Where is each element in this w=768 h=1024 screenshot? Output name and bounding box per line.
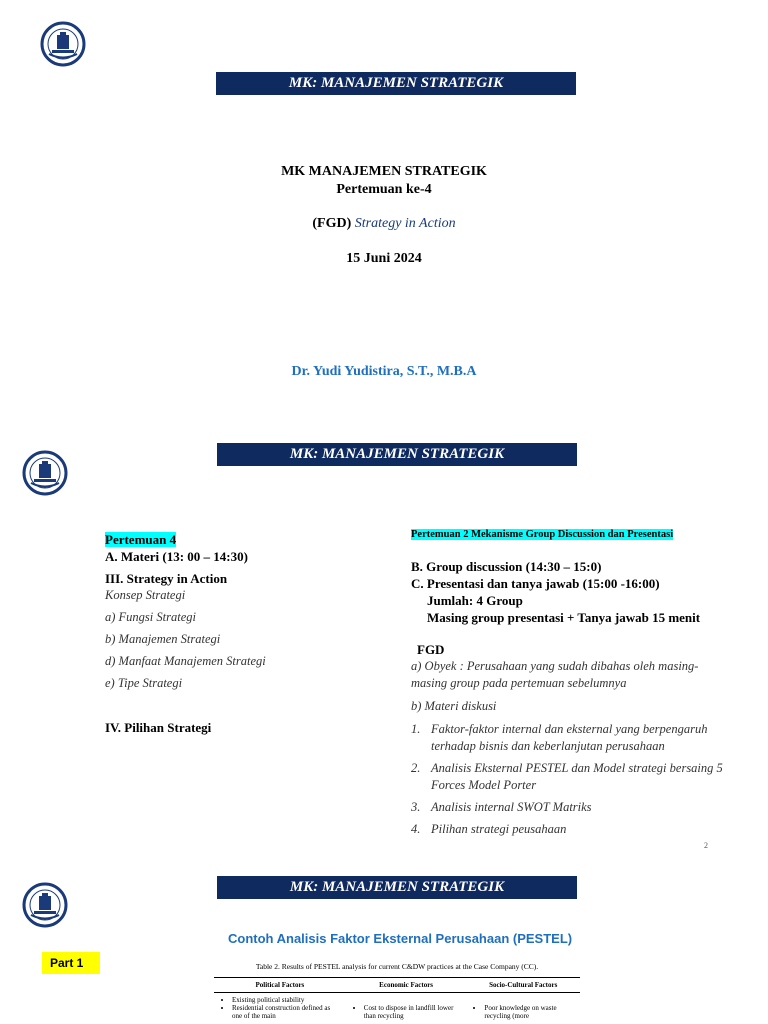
table-header: Political Factors — [214, 978, 346, 993]
university-logo — [22, 450, 68, 501]
seal-icon — [40, 21, 86, 67]
table-cell-item: • Poor knowledge on waste recycling (more — [484, 1004, 574, 1020]
materi-heading: A. Materi (13: 00 – 14:30) — [105, 549, 248, 564]
slide1-meeting: Pertemuan ke-4 — [336, 182, 432, 197]
fgd-heading: FGD — [417, 642, 445, 657]
presentasi: C. Presentasi dan tanya jawab (15:00 -16:00) — [411, 576, 660, 591]
section-pilihan-strategi: IV. Pilihan Strategi — [105, 720, 212, 735]
table-header: Socio-Cultural Factors — [466, 978, 580, 993]
seal-icon — [22, 882, 68, 928]
pertemuan-tag: Pertemuan 4 — [105, 532, 177, 547]
slide3-banner: MK: MANAJEMEN STRATEGIK — [217, 876, 577, 899]
slide1-banner: MK: MANAJEMEN STRATEGIK — [216, 72, 576, 95]
slide1-date: 15 Juni 2024 — [346, 251, 422, 266]
fgd-prefix: (FGD) — [312, 216, 352, 231]
list-number: 4. — [411, 822, 421, 836]
slide1-title: MK MANAJEMEN STRATEGIK — [281, 164, 487, 179]
fgd-obyek: a) Obyek : Perusahaan yang sudah dibahas oleh masing-masing group pada pertemuan sebelumnya — [411, 659, 699, 690]
masing-group: Masing group presentasi + Tanya jawab 15 menit — [427, 610, 701, 625]
fgd-title: Strategy in Action — [354, 216, 456, 231]
list-text: Faktor-faktor internal dan eksternal yang berpengaruh terhadap bisnis dan keberlanjutan perusahaan — [431, 722, 708, 753]
section-strategy-in-action: III. Strategy in Action — [105, 571, 228, 586]
pestel-table-image — [214, 962, 580, 1024]
mekanisme-tag: Pertemuan 2 Mekanisme Group Discussion dan Presentasi — [411, 529, 674, 540]
list-item — [411, 821, 746, 838]
university-logo — [40, 21, 86, 72]
pestel-table — [214, 977, 580, 1023]
slide2-banner: MK: MANAJEMEN STRATEGIK — [217, 443, 577, 466]
list-number: 3. — [411, 800, 421, 814]
table-row — [214, 993, 580, 1024]
part-label: Part 1 — [42, 952, 100, 974]
table-caption: Table 2. Results of PESTEL analysis for current C&DW practices at the Case Company (CC). — [255, 962, 539, 971]
list-item — [411, 721, 746, 755]
slide1-fgd-line — [0, 216, 768, 232]
left-list-item: d) Manfaat Manajemen Strategi — [105, 654, 266, 668]
left-list-item: a) Fungsi Strategi — [105, 610, 196, 624]
pestel-heading: Contoh Analisis Faktor Eksternal Perusahaan (PESTEL) — [228, 931, 573, 946]
list-text: Pilihan strategi peusahaan — [431, 822, 567, 836]
table-cell-item: • Existing political stability — [232, 996, 340, 1004]
table-cell-item: • Cost to dispose in landfill lower than recycling — [364, 1004, 461, 1020]
left-list-item: b) Manajemen Strategi — [105, 632, 221, 646]
page-number: 2 — [704, 841, 708, 850]
list-text: Analisis Eksternal PESTEL dan Model strategi bersaing 5 Forces Model Porter — [431, 761, 723, 792]
slide1-lecturer: Dr. Yudi Yudistira, S.T., M.B.A — [291, 364, 477, 379]
table-cell-item: • Residential construction defined as one of the main — [232, 1004, 340, 1020]
list-number: 2. — [411, 761, 421, 775]
group-discussion: B. Group discussion (14:30 – 15:0) — [411, 559, 602, 574]
table-header: Economic Factors — [346, 978, 467, 993]
diskusi-list — [411, 721, 746, 838]
jumlah: Jumlah: 4 Group — [427, 593, 523, 608]
left-list-item: e) Tipe Strategi — [105, 676, 183, 690]
materi-diskusi: b) Materi diskusi — [411, 699, 497, 713]
list-item — [411, 799, 746, 816]
konsep-strategi: Konsep Strategi — [105, 588, 186, 602]
slide2-right-column — [411, 528, 746, 838]
university-logo — [22, 882, 68, 933]
seal-icon — [22, 450, 68, 496]
list-item — [411, 760, 746, 794]
slide2-left-column — [105, 531, 395, 736]
list-number: 1. — [411, 722, 421, 736]
list-text: Analisis internal SWOT Matriks — [431, 800, 592, 814]
